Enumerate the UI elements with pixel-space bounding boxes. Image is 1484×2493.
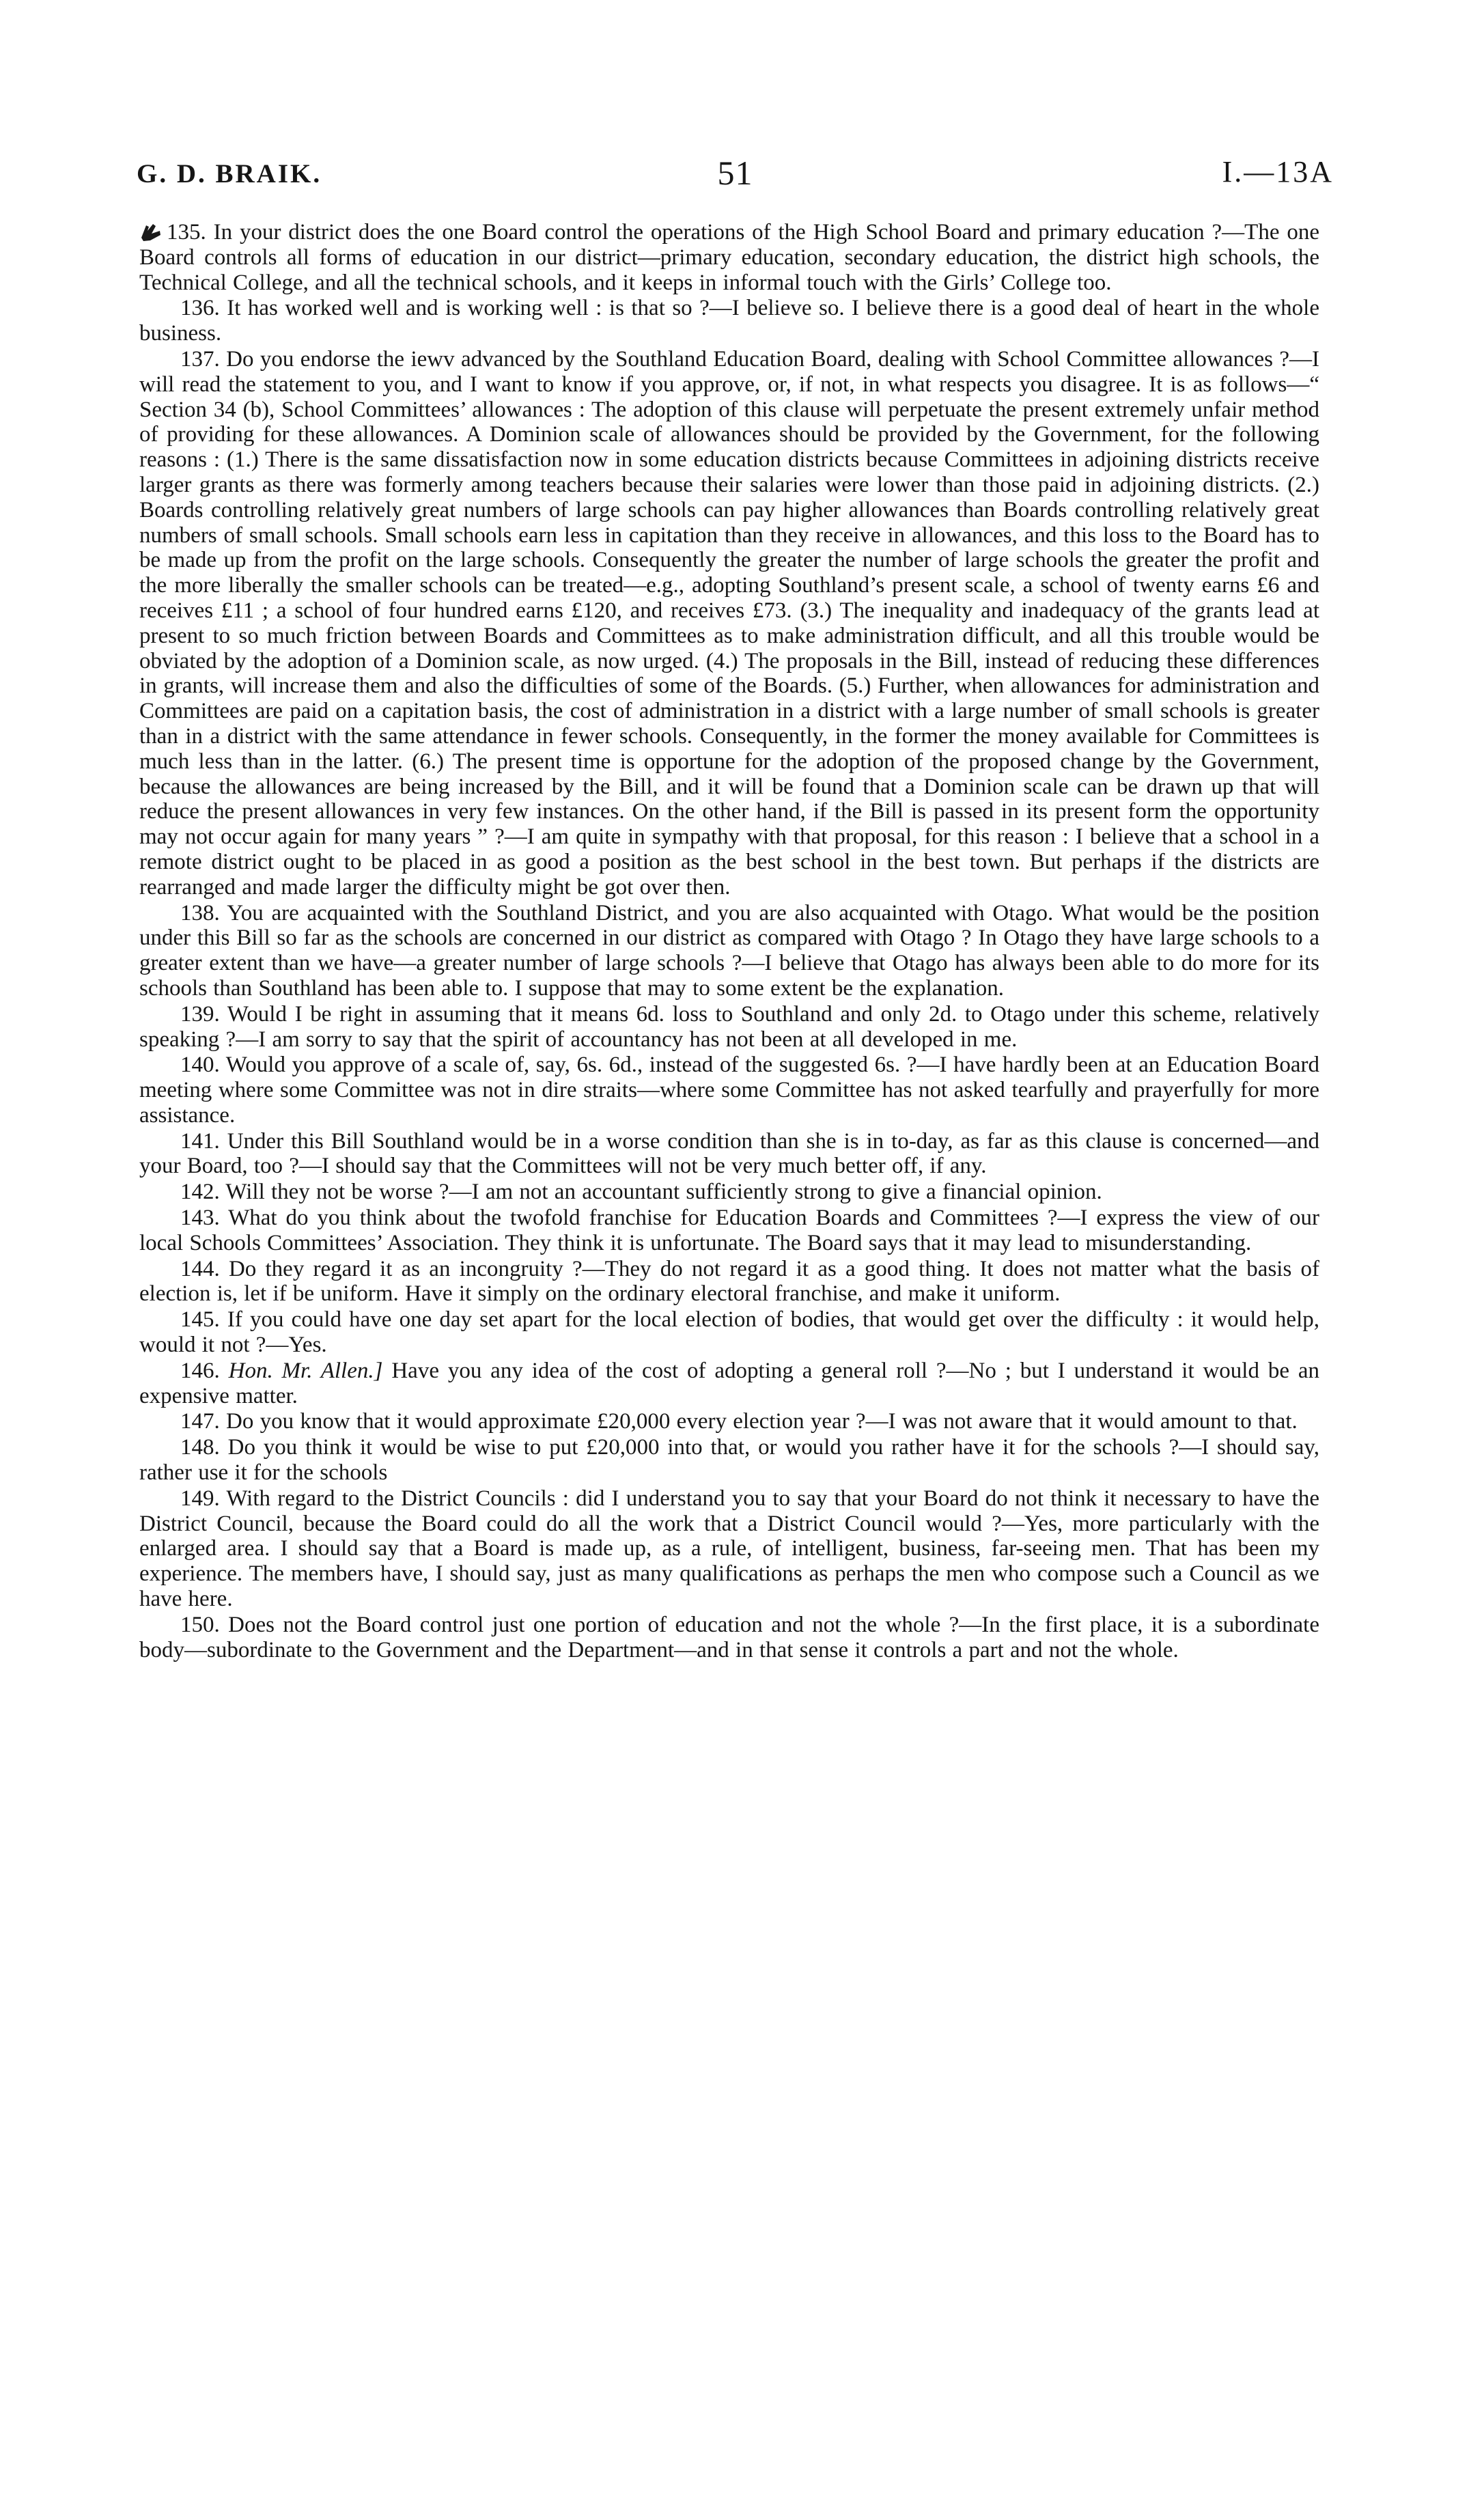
page-number: 51 [717,154,753,192]
question-text: With regard to the District Councils : did I understand you to say that your Board do not think it necessary to have the District Council, because the Board could do all the work that a District Council would ?—Yes, more particularly with the enlarged area. I should say that a Board is made up, as a rule, of intelligent, business, far-seeing men. That has been my experience. The members have, I should say, just as many qualifications as perhaps the men who compose such a Council as we have here. [139,1486,1319,1612]
question-number: 149. [180,1486,220,1511]
paragraph-145 [139,1307,1319,1358]
question-number: 138. [180,900,220,925]
paragraph-140 [139,1053,1319,1128]
paragraph-136 [139,296,1319,346]
question-number: 136. [180,296,220,321]
paragraph-138 [139,901,1319,1001]
question-number: 144. [180,1256,220,1281]
question-number: 146. [180,1358,220,1383]
question-number: 148. [180,1435,220,1460]
question-text: You are acquainted with the Southland District, and you are also acquainted with Otago. What would be the position under this Bill so far as the schools are concerned in our district as compared with Otago ? In Otago they have large schools to a greater extent than we have—a greater number of large schools ?—I believe that Otago has always been able to do more for its schools than Southland has been able to. I suppose that may to some extent be the explanation. [139,900,1319,1001]
ink-blot-icon [139,221,163,242]
paragraph-149 [139,1486,1319,1612]
question-number: 143. [180,1206,220,1231]
question-text: Under this Bill Southland would be in a worse condition than she is in to-day, as far as this clause is concerned—and your Board, too ?—I should say that the Committees will not be very much better off, if any. [139,1128,1320,1179]
paragraph-150 [139,1613,1319,1663]
question-text: Have you any idea of the cost of adopting a general roll ?—No ; but I understand it would be an expensive matter. [139,1358,1319,1408]
question-text: What do you think about the twofold franchise for Education Boards and Committees ?—I express the view of our local Schools Committees’ Association. They think it is unfortunate. The Board says that it may lead to misunderstanding. [139,1206,1319,1255]
question-number: 140. [180,1053,220,1078]
paragraph-148 [139,1435,1319,1486]
question-text: Do you know that it would approximate £20,000 every election year ?—I was not aware that it would amount to that. [226,1409,1298,1434]
evidence-text [139,220,1319,1662]
question-text: In your district does the one Board control the operations of the High School Board and primary education ?—The one Board controls all forms of education in our district—primary education, secondary education, the district high schools, the Technical College, and all the technical schools, and it keeps in informal touch with the Girls’ College too. [139,220,1319,295]
question-text: Would you approve of a scale of, say, 6s. 6d., instead of the suggested 6s. ?—I have hardly been at an Education Board meeting where some Committee was not in dire straits—where some Committee has not asked tearfully and prayerfully for more assistance. [139,1053,1319,1128]
question-number: 142. [180,1180,220,1205]
paragraph-146 [139,1359,1319,1409]
paragraph-139 [139,1002,1319,1053]
paragraph-135 [139,220,1319,295]
question-text: Would I be right in assuming that it means 6d. loss to Southland and only 2d. to Otago under this scheme, relatively speaking ?—I am sorry to say that the spirit of accountancy has not been at all developed in me. [139,1001,1319,1052]
paragraph-144 [139,1257,1319,1307]
paragraph-142 [139,1180,1319,1205]
question-number: 135. [167,220,206,245]
question-number: 145. [180,1307,220,1333]
question-text: Do you think it would be wise to put £20,000 into that, or would you rather have it for the schools ?—I should say, rather use it for the schools [139,1435,1320,1486]
question-text: Does not the Board control just one portion of education and not the whole ?—In the first place, it is a subordinate body—subordinate to the Government and the Department—and in that sense it controls a part and not the whole. [139,1612,1319,1662]
question-text: Will they not be worse ?—I am not an accountant sufficiently strong to give a financial opinion. [225,1180,1102,1205]
paragraph-141 [139,1129,1319,1180]
paper-reference: I.—13A [1222,155,1334,189]
paragraph-137 [139,347,1319,900]
running-head [137,154,1334,199]
speaker-name: Hon. Mr. Allen.] [228,1358,383,1383]
question-text: Do you endorse the iewv advanced by the Southland Education Board, dealing with School Committee allowances ?—I will read the statement to you, and I want to know if you approve, or, if not, in what respects you disagree. It is as follows—“ Section 34 (b), School Committees’ allowances : The adoption of this clause will perpetuate the present extremely unfair method of providing for these allowances. A Dominion scale of allowances should be provided by the Government, for the following reasons : (1.) There is the same dissatisfaction now in some education districts because Committees in adjoining districts receive larger grants as there was formerly among teachers because their salaries were lower than those paid in adjoining districts. (2.) Boards controlling relatively great numbers of large schools can pay higher allowances than Boards controlling relatively great numbers of small schools. Small schools earn less in capitation than they receive in allowances, and this loss to the Board has to be made up from the profit on the large schools. Consequently the greater the number of large schools the greater the profit and the more liberally the smaller schools can be treated—e.g., adopting Southland’s present scale, a school of twenty earns £6 and receives £11 ; a school of four hundred earns £120, and receives £73. (3.) The inequality and inadequacy of the grants lead at present to so much friction between Boards and Committees as to make administration difficult, and all this trouble would be obviated by the adoption of a Dominion scale, as now urged. (4.) The proposals in the Bill, instead of reducing these differences in grants, will increase them and also the difficulties of some of the Boards. (5.) Further, when allowances for administration and Committees are paid on a capitation basis, the cost of administration in a district with a large number of small schools is greater than in a district with the same attendance in fewer schools. Consequently, in the former the money available for Committees is much less than in the latter. (6.) The present time is opportune for the adoption of the proposed change by the Government, because the allowances are being increased by the Bill, and it will be found that a Dominion scale can be drawn up that will reduce the present allowances in very few instances. On the other hand, if the Bill is passed in its present form the opportunity may not occur again for many years ” ?—I am quite in sympathy with that proposal, for this reason : I believe that a school in a remote district ought to be placed in as good a position as the best school in the best town. But perhaps if the districts are rearranged and made larger the difficulty might be got over then. [139,346,1319,900]
question-number: 137. [180,346,220,372]
question-number: 139. [180,1001,220,1027]
paragraph-143 [139,1206,1319,1256]
question-text: If you could have one day set apart for the local election of bodies, that would get over the difficulty : it would help, would it not ?—Yes. [139,1307,1319,1358]
paragraph-147 [139,1409,1319,1434]
question-number: 150. [180,1612,220,1637]
question-text: It has worked well and is working well : is that so ?—I believe so. I believe there is a good deal of heart in the whole business. [139,296,1319,346]
question-number: 147. [180,1409,220,1434]
header-witness-name: G. D. BRAIK. [137,159,322,189]
question-number: 141. [180,1128,220,1154]
question-text: Do they regard it as an incongruity ?—They do not regard it as a good thing. It does not matter what the basis of election is, let if be uniform. Have it simply on the ordinary electoral franchise, and make it uniform. [139,1256,1319,1307]
